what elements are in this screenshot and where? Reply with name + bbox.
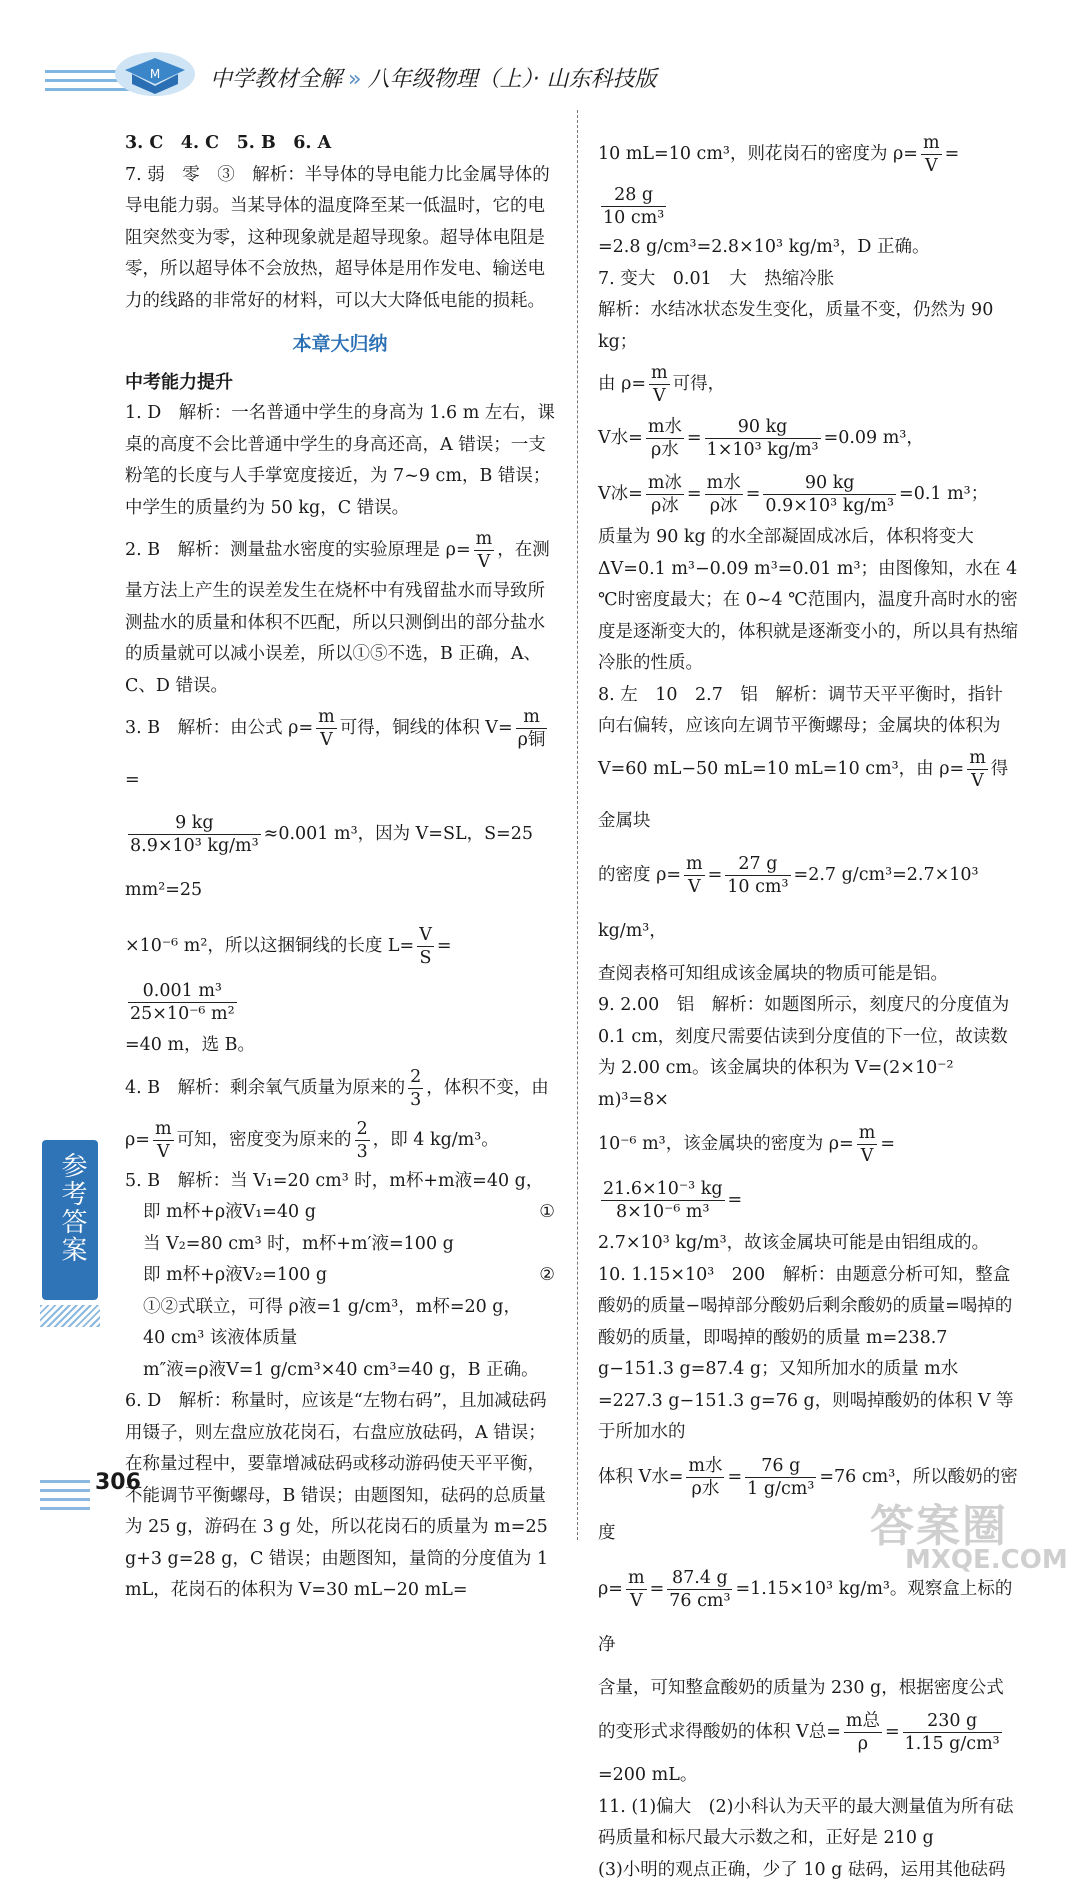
exam-answer-8-d: 查阅表格可知组成该金属块的物质可能是铝。 — [598, 959, 1018, 991]
arrow-icon: » — [348, 67, 361, 92]
exam-answer-5-line2: 即 m杯+ρ液V₁=40 g ① — [125, 1197, 555, 1229]
watermark: 答案圈 — [870, 1490, 1008, 1554]
side-tab-decoration — [40, 1305, 100, 1327]
exam-answer-11-a: 11. (1)偏大 (2)小科认为天平的最大测量值为所有砝码质量和标尺最大示数之和，正好是 210 g — [598, 1792, 1018, 1855]
subsection-title: 中考能力提升 — [125, 367, 555, 399]
exam-answer-5-line5: ①②式联立，可得 ρ液=1 g/cm³，m杯=20 g， — [125, 1292, 555, 1324]
fraction: $\frac{m}{V}$ — [153, 1118, 174, 1163]
column-divider — [577, 110, 578, 1540]
fraction: $\frac{m}{V}$ — [684, 853, 705, 898]
page-number: 306 — [95, 1470, 141, 1495]
exam-answer-10-a: 10. 1.15×10³ 200 解析：由题意分析可知，整盒酸奶的质量−喝掉部分酸奶后剩余酸奶的质量=喝掉的酸奶的质量，即喝掉的酸奶的质量 m=238.7 g−151.3 g=87.4 g；又知所加水的质量 m水=227.3 g−151.3 g=76 g，则喝掉酸奶的体积 V 等于所加水的 — [598, 1260, 1018, 1449]
fraction: $\frac{90 kg}{\text{0.9×10³ kg/m³}}$ — [763, 472, 896, 517]
exam-answer-5-line1: 5. B 解析：当 V₁=20 cm³ 时，m杯+m液=40 g， — [125, 1166, 555, 1198]
exam-answer-3-line3: ×10⁻⁶ m²，所以这捆铜线的长度 L= $\frac{V}{S}$ = $\frac{\text{0.001 m³}}{\text{25×10⁻⁶ m²}}$ — [125, 918, 555, 1030]
equation-tag: ① — [539, 1197, 555, 1229]
exam-answer-6: 6. D 解析：称量时，应该是“左物右码”，且加减砝码用镊子，则左盘应放花岗石，右盘应放砝码，A 错误；在称量过程中，要靠增减砝码或移动游码使天平平衡，不能调节平衡螺母，B 错误；由题图知，砝码的总质量为 25 g，游码在 3 g 处，所以花岗石的质量为 m=25 g+3 g=28 g，C 错误；由题图知，量筒的分度值为 1 mL，花岗石的体积为 V=30 mL−20 mL= — [125, 1386, 555, 1607]
svg-text:M: M — [150, 67, 160, 81]
fraction: $\frac{m}{V}$ — [921, 132, 942, 177]
exam-answer-7-title: 7. 变大 0.01 大 热缩冷胀 — [598, 264, 1018, 296]
header-title — [210, 62, 656, 93]
fraction: $\frac{2}{3}$ — [408, 1066, 423, 1111]
book-name: 中学教材全解 — [210, 67, 342, 92]
fraction: $\frac{\text{m总}}{\rho}$ — [844, 1710, 882, 1755]
fraction: $\frac{m}{V}$ — [316, 706, 337, 751]
fraction: $\frac{76 g}{\text{1 g/cm³}}$ — [745, 1455, 816, 1500]
fraction: $\frac{9 kg}{\text{8.9×10³ kg/m³}}$ — [128, 812, 261, 857]
fraction: $\frac{230 g}{\text{1.15 g/cm³}}$ — [903, 1710, 1002, 1755]
fraction: $\frac{27 g}{\text{10 cm³}}$ — [725, 853, 790, 898]
subject-name: 八年级物理（上）· 山东科技版 — [367, 67, 656, 92]
fraction: $\frac{\text{m水}}{\text{ρ水}}$ — [686, 1455, 724, 1500]
exam-answer-2-line1: 2. B 解析：测量盐水密度的实验原理是 ρ= $\frac{m}{V}$ ，在测 — [125, 524, 555, 576]
watermark-url: MXQE.COM — [905, 1545, 1068, 1575]
exam-answer-3-line4: =40 m，选 B。 — [125, 1030, 555, 1062]
fraction: $\frac{m}{V}$ — [626, 1567, 647, 1612]
exam-answer-10-d: 含量，可知整盒酸奶的质量为 230 g，根据密度公式 — [598, 1673, 1018, 1705]
fraction: $\frac{28 g}{\text{10 cm³}}$ — [601, 184, 666, 229]
exam-answer-4-line2: ρ= $\frac{m}{V}$ 可知，密度变为原来的 $\frac{2}{3}$ ，即 4 kg/m³。 — [125, 1114, 555, 1166]
exam-answer-5-line3: 当 V₂=80 cm³ 时，m杯+m′液=100 g — [125, 1229, 555, 1261]
exam-answer-9-a: 9. 2.00 铝 解析：如题图所示，刻度尺的分度值为 0.1 cm，刻度尺需要估读到分度值的下一位，故读数为 2.00 cm。该金属块的体积为 V=(2×10⁻² m)³=8× — [598, 990, 1018, 1116]
exam-answer-7-f: 质量为 90 kg 的水全部凝固成冰后，体积将变大 ΔV=0.1 m³−0.09 m³=0.01 m³；由图像知，水在 4 ℃时密度最大；在 0~4 ℃范围内，温度升高时水的密度是逐渐变大的，体积就是逐渐变小的，所以具有热缩冷胀的性质。 — [598, 522, 1018, 680]
exam-answer-7-ice: V冰= $\frac{\text{m冰}}{\text{ρ冰}}$ = $\frac{\text{m水}}{\text{ρ冰}}$ = $\frac{90 kg}{\text{0.9×10³ kg/m³}}$ =0.1 m³； — [598, 466, 1018, 522]
exam-answer-6-cont: 10 mL=10 cm³，则花岗石的密度为 ρ= $\frac{m}{V}$ = $\frac{28 g}{\text{10 cm³}}$ — [598, 128, 1018, 232]
exam-answer-10-b: 体积 V水= $\frac{\text{m水}}{\text{ρ水}}$ = $\frac{76 g}{\text{1 g/cm³}}$ =76 cm³，所以酸奶的密度 — [598, 1449, 1018, 1561]
exam-answer-8-b: V=60 mL−50 mL=10 mL=10 cm³，由 ρ= $\frac{m}{V}$ 得金属块 — [598, 743, 1018, 847]
fraction: $\frac{\text{m冰}}{\text{ρ冰}}$ — [646, 472, 684, 517]
exam-answer-5-line7: m″液=ρ液V=1 g/cm³×40 cm³=40 g，B 正确。 — [125, 1355, 555, 1387]
fraction: $\frac{m}{V}$ — [474, 528, 495, 573]
answer-7: 7. 弱 零 ③ 解析：半导体的导电能力比金属导体的导电能力弱。当某导体的温度降至某一低温时，它的电阻突然变为零，这种现象就是超导现象。超导体电阻是零，所以超导体不会放热，超导体是用作发电、输送电力的线路的非常好的材料，可以大大降低电能的损耗。 — [125, 160, 555, 318]
exam-answer-3-line2: $\frac{9 kg}{\text{8.9×10³ kg/m³}}$ ≈0.001 m³，因为 V=SL，S=25 mm²=25 — [125, 806, 555, 918]
page-header — [0, 0, 1076, 110]
exam-answer-11-b: (3)小明的观点正确，少了 10 g 砝码，运用其他砝码 — [598, 1855, 1018, 1886]
exam-answer-9-b: 10⁻⁶ m³，该金属块的密度为 ρ= $\frac{m}{V}$ = $\frac{\text{21.6×10⁻³ kg}}{\text{8×10⁻⁶ m³}}$ = — [598, 1116, 1018, 1228]
fraction: $\frac{\text{m水}}{\text{ρ冰}}$ — [705, 472, 743, 517]
exam-answer-10-e: 的变形式求得酸奶的体积 V总= $\frac{\text{m总}}{\rho}$ = $\frac{230 g}{\text{1.15 g/cm³}}$ — [598, 1704, 1018, 1760]
section-title: 本章大归纳 — [125, 329, 555, 361]
fraction: $\frac{m}{V}$ — [649, 362, 670, 407]
fraction: $\frac{m}{V}$ — [967, 747, 988, 792]
exam-answer-8-a: 8. 左 10 2.7 铝 解析：调节天平平衡时，指针向右偏转，应该向左调节平衡螺母；金属块的体积为 — [598, 680, 1018, 743]
footer-decoration — [40, 1480, 90, 1516]
side-tab-label: 参考答案 — [52, 1152, 88, 1264]
exam-answer-6-end: =2.8 g/cm³=2.8×10³ kg/m³，D 正确。 — [598, 232, 1018, 264]
book-logo-icon — [110, 40, 200, 100]
fraction: $\frac{V}{S}$ — [417, 924, 434, 969]
exam-answer-1: 1. D 解析：一名普通中学生的身高为 1.6 m 左右，课桌的高度不会比普通中学生的身高还高，A 错误；一支粉笔的长度与人手掌宽度接近，为 7~9 cm，B 错误；中学生的质量约为 50 kg，C 错误。 — [125, 398, 555, 524]
fraction: $\frac{2}{3}$ — [355, 1118, 370, 1163]
exam-answer-2-rest: 量方法上产生的误差发生在烧杯中有残留盐水而导致所测盐水的质量和体积不匹配，所以只测倒出的部分盐水的质量就可以减小误差，所以①⑤不选，B 正确，A、C、D 错误。 — [125, 576, 555, 702]
exam-answer-4-line1: 4. B 解析：剩余氧气质量为原来的 $\frac{2}{3}$ ，体积不变，由 — [125, 1062, 555, 1114]
fraction: $\frac{\text{21.6×10⁻³ kg}}{\text{8×10⁻⁶ m³}}$ — [601, 1178, 725, 1223]
fraction: $\frac{\text{m水}}{\text{ρ水}}$ — [646, 416, 684, 461]
exam-answer-7-a: 解析：水结冰状态发生变化，质量不变，仍然为 90 kg； — [598, 295, 1018, 358]
left-column — [125, 128, 555, 1607]
fraction: $\frac{\text{0.001 m³}}{\text{25×10⁻⁶ m²}}$ — [128, 980, 237, 1025]
exam-answer-9-c: 2.7×10³ kg/m³，故该金属块可能是由铝组成的。 — [598, 1228, 1018, 1260]
right-column — [598, 128, 1018, 1886]
fraction: $\frac{m}{\text{ρ铜}}$ — [516, 706, 548, 751]
exam-answer-3-line1: 3. B 解析：由公式 ρ= $\frac{m}{V}$ 可得，铜线的体积 V= $\frac{m}{\text{ρ铜}}$ = — [125, 702, 555, 806]
exam-answer-5-line4: 即 m杯+ρ液V₂=100 g ② — [125, 1260, 555, 1292]
exam-answer-5-line6: 40 cm³ 该液体质量 — [125, 1323, 555, 1355]
fraction: $\frac{87.4 g}{\text{76 cm³}}$ — [667, 1567, 732, 1612]
fraction: $\frac{m}{V}$ — [857, 1122, 878, 1167]
exam-answer-8-c: 的密度 ρ= $\frac{m}{V}$ = $\frac{27 g}{\text{10 cm³}}$ =2.7 g/cm³=2.7×10³ kg/m³， — [598, 847, 1018, 959]
fraction: $\frac{90 kg}{\text{1×10³ kg/m³}}$ — [705, 416, 821, 461]
exam-answer-7-water: V水= $\frac{\text{m水}}{\text{ρ水}}$ = $\frac{90 kg}{\text{1×10³ kg/m³}}$ =0.09 m³， — [598, 410, 1018, 466]
exam-answer-10-f: =200 mL。 — [598, 1760, 1018, 1792]
exam-answer-7-b: 由 ρ= $\frac{m}{V}$ 可得， — [598, 358, 1018, 410]
equation-tag: ② — [539, 1260, 555, 1292]
exam-answer-10-c: ρ= $\frac{m}{V}$ = $\frac{87.4 g}{\text{76 cm³}}$ =1.15×10³ kg/m³。观察盒上标的净 — [598, 1561, 1018, 1673]
answers-3-6: 3. C 4. C 5. B 6. A — [125, 128, 555, 160]
